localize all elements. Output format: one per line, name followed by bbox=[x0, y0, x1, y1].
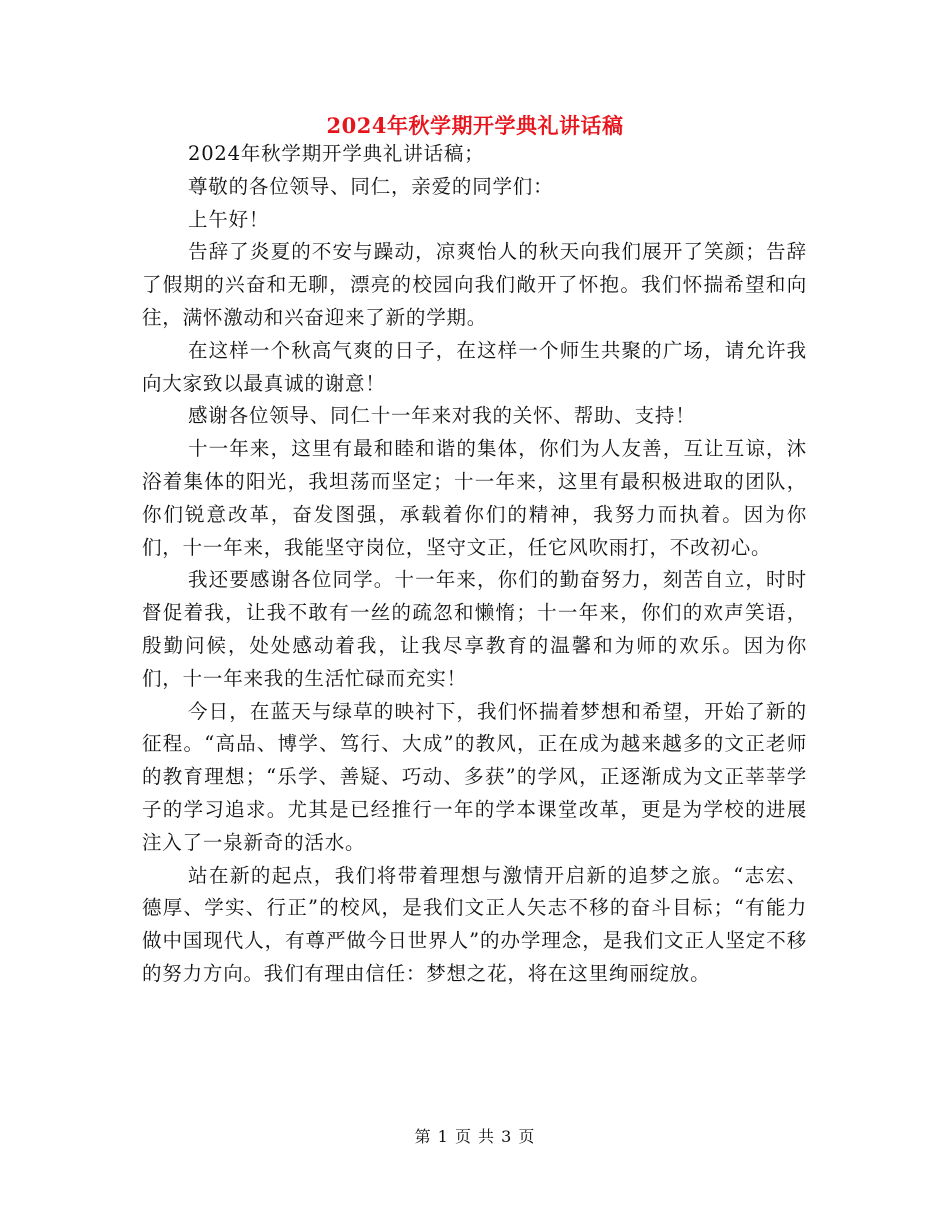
paragraph: 感谢各位领导、同仁十一年来对我的关怀、帮助、支持！ bbox=[188, 404, 696, 428]
paragraph: 我还要感谢各位同学。十一年来，你们的勤奋努力，刻苦自立，时时督促着我，让我不敢有一丝的疏忽和懒惰；十一年来，你们的欢声笑语，殷勤问候，处处感动着我，让我尽享教育的温馨和为师的欢乐。因为你们，十一年来我的生活忙碌而充实！ bbox=[142, 568, 807, 690]
paragraph: 尊敬的各位领导、同仁，亲爱的同学们： bbox=[188, 174, 554, 198]
paragraph: 十一年来，这里有最和睦和谐的集体，你们为人友善，互让互谅，沐浴着集体的阳光，我坦荡而坚定；十一年来，这里有最积极进取的团队，你们锐意改革，奋发图强，承载着你们的精神，我努力而执着。因为你们，十一年来，我能坚守岗位，坚守文正，任它风吹雨打，不改初心。 bbox=[142, 437, 807, 559]
paragraph: 站在新的起点，我们将带着理想与激情开启新的追梦之旅。“志宏、德厚、学实、行正”的校风，是我们文正人矢志不移的奋斗目标；“有能力做中国现代人，有尊严做今日世界人”的办学理念，是我们文正人坚定不移的努力方向。我们有理由信任：梦想之花，将在这里绚丽绽放。 bbox=[142, 863, 807, 985]
document-body bbox=[142, 138, 807, 991]
paragraph: 告辞了炎夏的不安与躁动，凉爽怡人的秋天向我们展开了笑颜；告辞了假期的兴奋和无聊，漂亮的校园向我们敞开了怀抱。我们怀揣希望和向往，满怀激动和兴奋迎来了新的学期。 bbox=[142, 240, 807, 329]
paragraph: 今日，在蓝天与绿草的映衬下，我们怀揣着梦想和希望，开始了新的征程。“高品、博学、笃行、大成”的教风，正在成为越来越多的文正老师的教育理想；“乐学、善疑、巧动、多获”的学风，正逐渐成为文正莘莘学子的学习追求。尤其是已经推行一年的学本课堂改革，更是为学校的进展注入了一泉新奇的活水。 bbox=[142, 699, 807, 854]
paragraph: 上午好！ bbox=[188, 207, 270, 231]
page-number-footer: 第 1 页 共 3 页 bbox=[414, 1127, 536, 1146]
paragraph: 在这样一个秋高气爽的日子，在这样一个师生共聚的广场，请允许我向大家致以最真诚的谢意！ bbox=[142, 338, 807, 395]
paragraph: 2024年秋学期开学典礼讲话稿； bbox=[188, 142, 485, 165]
document-title: 2024年秋学期开学典礼讲话稿 bbox=[326, 113, 624, 138]
